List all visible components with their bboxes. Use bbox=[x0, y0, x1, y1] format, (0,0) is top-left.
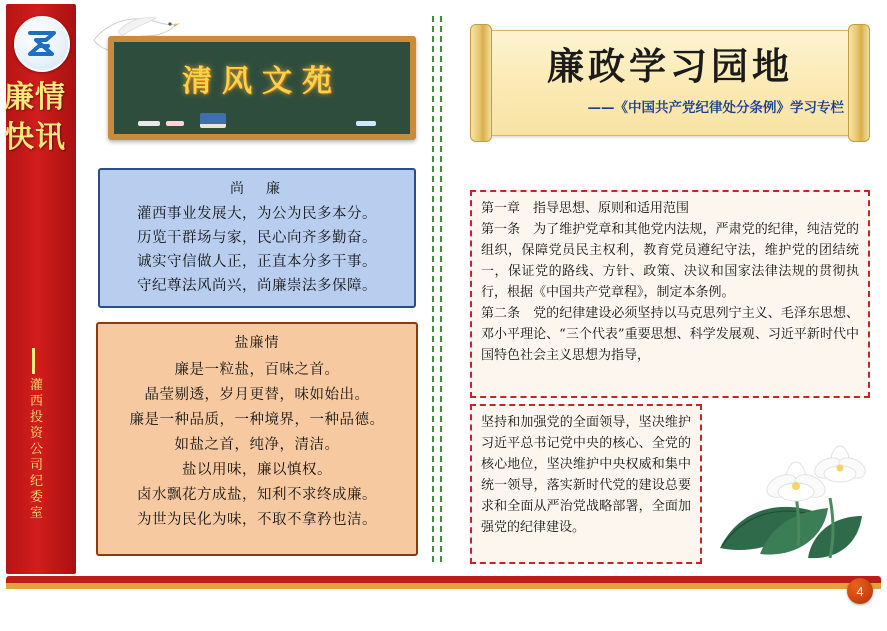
banner-title: 廉情快讯 bbox=[4, 80, 66, 155]
blackboard bbox=[108, 36, 416, 140]
poem-line: 历览干群场与家，民心向齐多勤奋。 bbox=[137, 230, 377, 246]
banner-subtitle: 灌西投资公司纪委室 bbox=[29, 378, 44, 521]
poem-card-yanlianqing bbox=[96, 322, 418, 556]
article-paragraph: 坚持和加强党的全面领导，坚决维护习近平总书记党中央的核心、全党的核心地位，坚决维护中央权威和集中统一领导，落实新时代党的建设总要求和全面从严治党战略部署，全面加强党的纪律建设。 bbox=[481, 415, 691, 535]
article-top bbox=[470, 190, 870, 398]
company-logo-icon bbox=[14, 16, 70, 72]
poem-line: 为世为民化为味，不取不拿矜也洁。 bbox=[137, 512, 377, 528]
footer-bar bbox=[6, 576, 881, 590]
chalk-icon bbox=[166, 121, 184, 126]
poem-line: 卤水飘花方成盐，知利不求终成廉。 bbox=[137, 487, 377, 503]
poem-line: 灌西事业发展大，为公为民多本分。 bbox=[137, 206, 377, 222]
banner-divider bbox=[32, 348, 35, 374]
poem-line: 诚实守信做人正，正直本分多干事。 bbox=[137, 254, 377, 270]
article-paragraph: 第一章 指导思想、原则和适用范围 bbox=[481, 201, 690, 216]
poem-line: 廉是一粒盐，百味之首。 bbox=[174, 362, 340, 378]
blackboard-title: 清风文苑 bbox=[182, 64, 342, 99]
chalk-icon bbox=[138, 121, 160, 126]
page-number-badge: 4 bbox=[847, 578, 873, 604]
chalk-icon bbox=[356, 121, 376, 126]
lotus-flower-icon bbox=[700, 408, 880, 568]
poem-line: 廉是一种品质，一种境界，一种品德。 bbox=[129, 412, 385, 428]
column-separator bbox=[432, 16, 434, 562]
poem-line: 守纪尊法风尚兴，尚廉崇法多保障。 bbox=[137, 278, 377, 294]
scroll-subtitle: ——《中国共产党纪律处分条例》学习专栏 bbox=[587, 100, 844, 116]
poem-title: 盐廉情 bbox=[234, 335, 280, 351]
scroll-title: 廉政学习园地 bbox=[547, 44, 793, 88]
scroll-header bbox=[470, 24, 870, 142]
article-bottom bbox=[470, 404, 702, 564]
column-separator bbox=[440, 16, 442, 562]
poem-card-shanglian bbox=[98, 168, 416, 308]
poem-line: 盐以用味，廉以慎权。 bbox=[182, 462, 332, 478]
eraser-icon bbox=[200, 113, 226, 128]
article-paragraph: 第二条 党的纪律建设必须坚持以马克思列宁主义、毛泽东思想、邓小平理论、“三个代表”重要思想、科学发展观、习近平新时代中国特色社会主义思想为指导， bbox=[481, 306, 859, 363]
poem-title: 尚 廉 bbox=[230, 181, 284, 197]
poem-line: 晶莹剔透，岁月更替，味如始出。 bbox=[144, 387, 370, 403]
poem-line: 如盐之首，纯净，清洁。 bbox=[174, 437, 340, 453]
article-paragraph: 第一条 为了维护党章和其他党内法规，严肃党的纪律，纯洁党的组织，保障党员民主权利，教育党员遵纪守法，维护党的团结统一，保证党的路线、方针、政策、决议和国家法律法规的贯彻执行，根据《中国共产党章程》，制定本条例。 bbox=[481, 222, 859, 300]
